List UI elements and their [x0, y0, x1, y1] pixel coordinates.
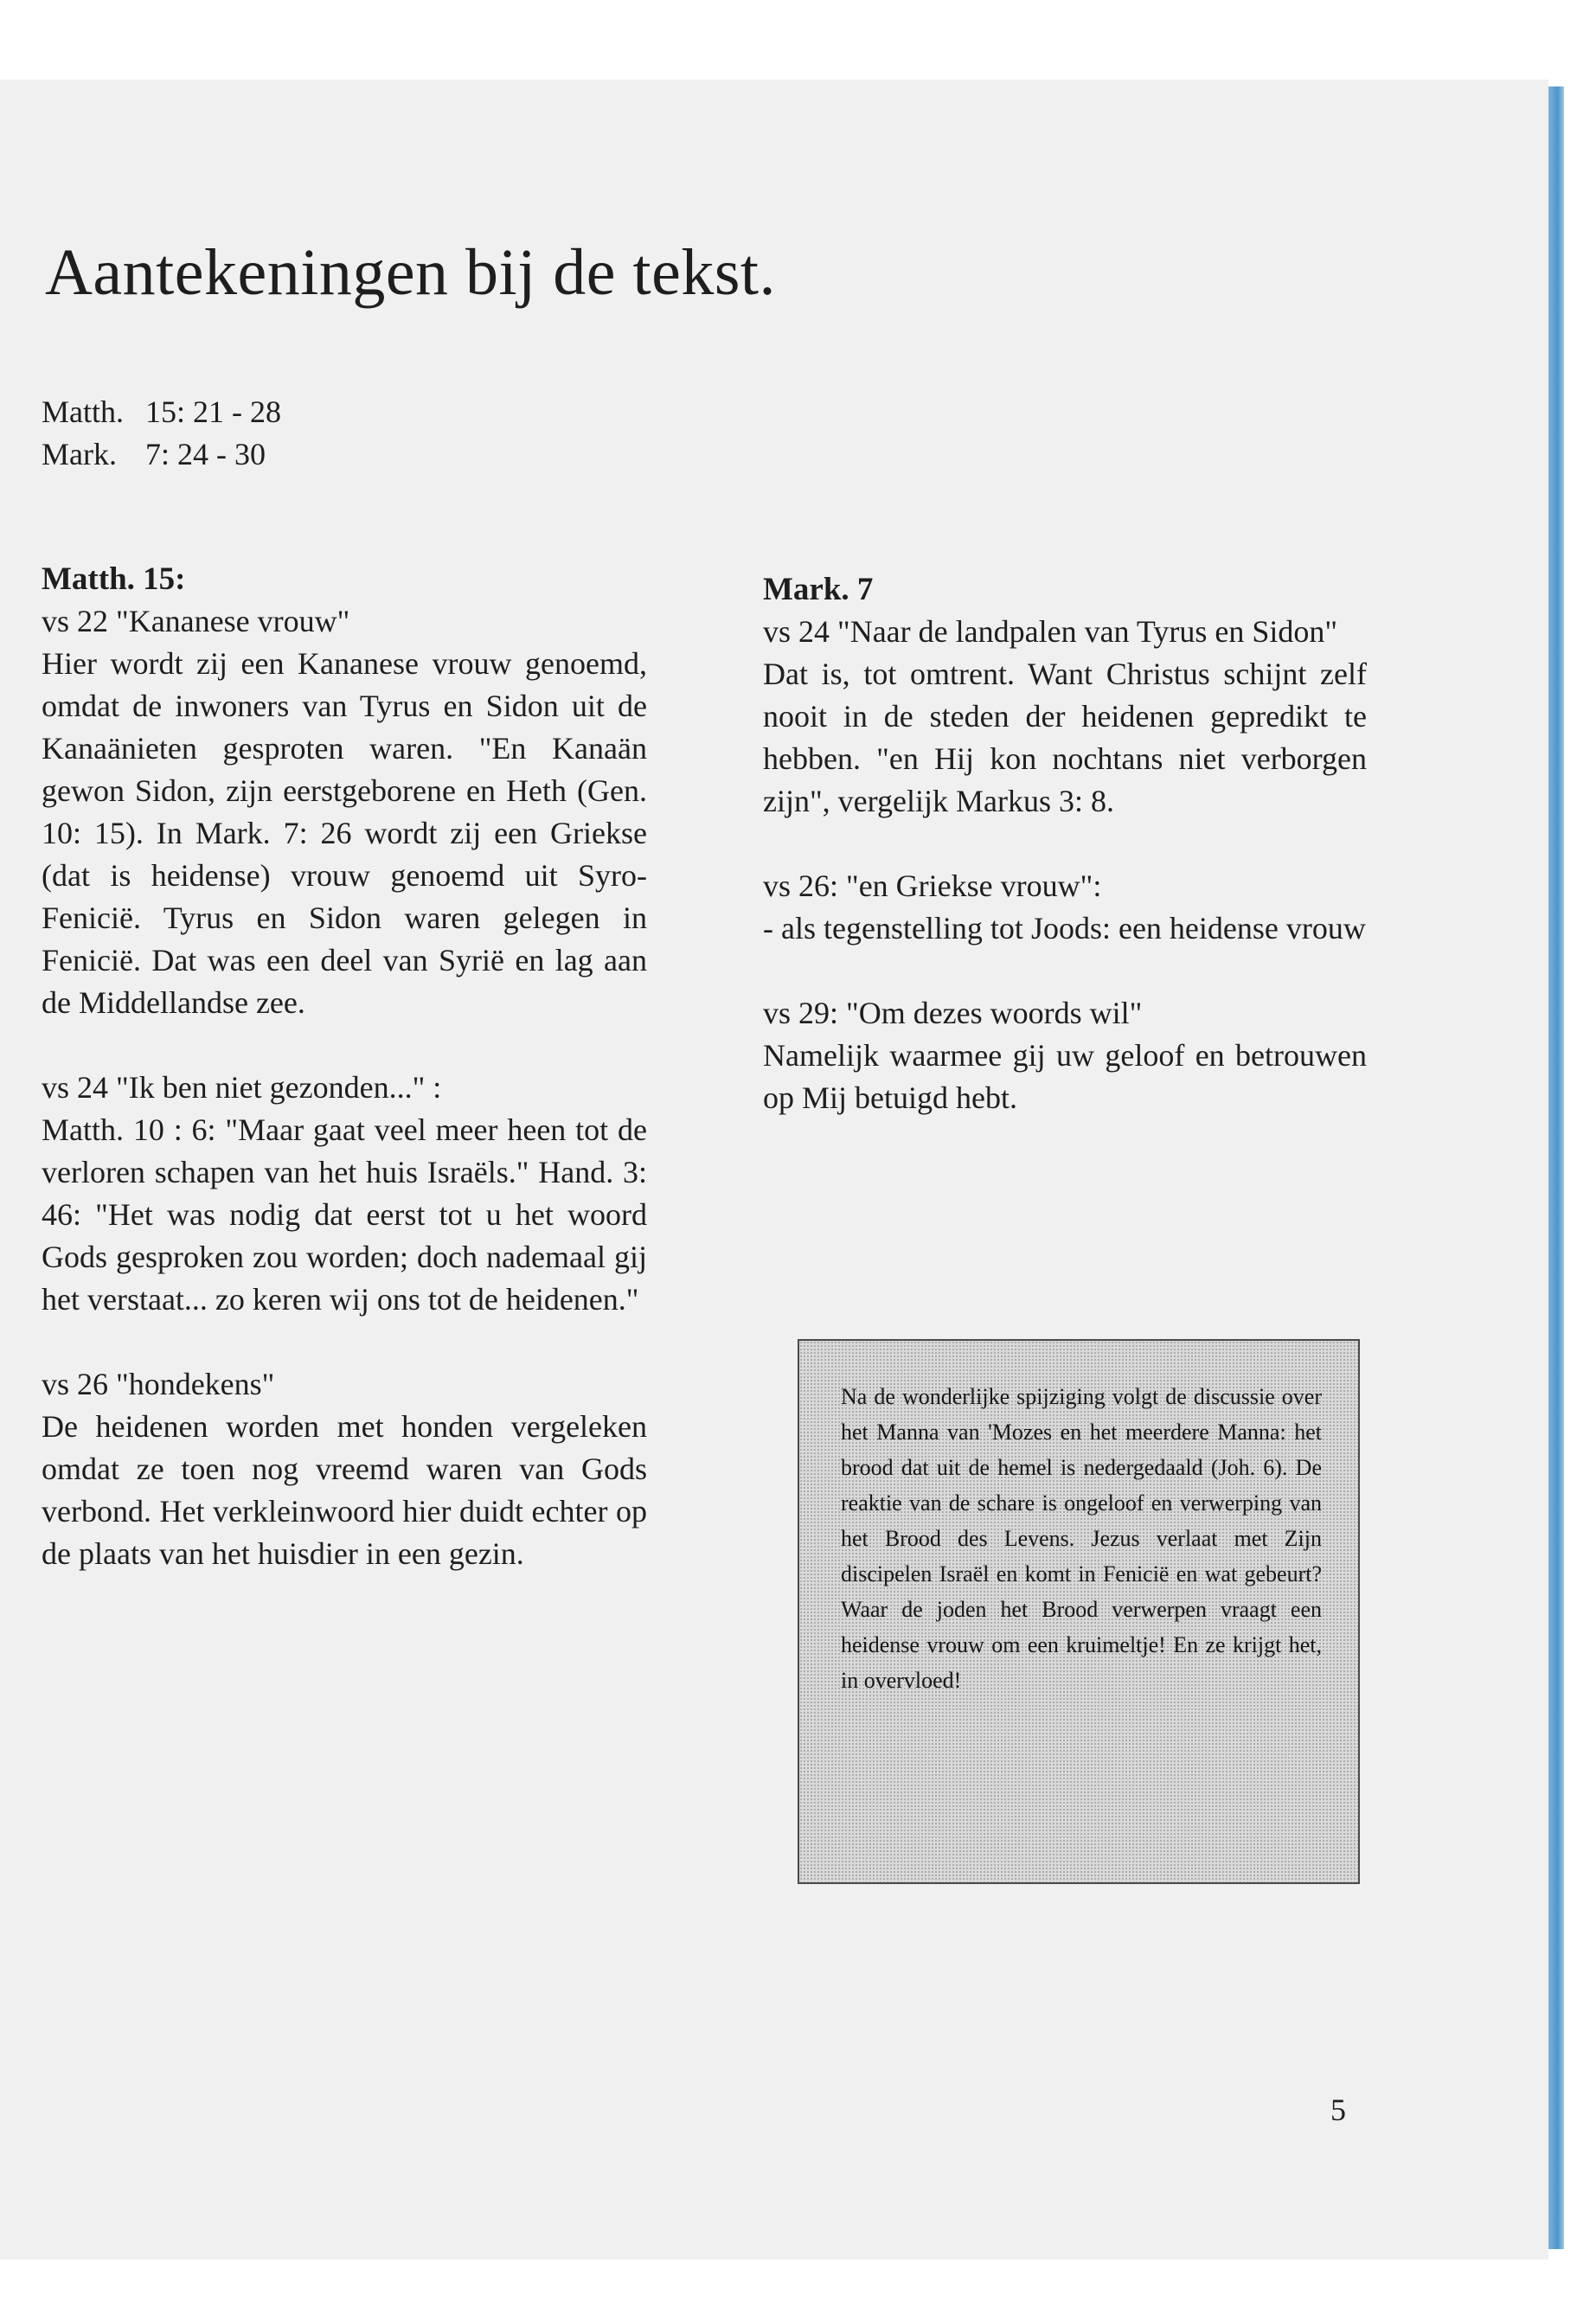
reference-line: [42, 433, 281, 476]
highlight-box: [798, 1339, 1360, 1884]
note-label: vs 24 "Naar de landpalen van Tyrus en Sidon": [763, 614, 1338, 649]
reference-verses: 7: 24 - 30: [145, 437, 266, 471]
note-body: Matth. 10 : 6: "Maar gaat veel meer heen tot de verloren schapen van het huis Israëls." Hand. 3: 46: "Het was nodig dat eerst tot u het woord Gods gesproken zou worden; doch nademaal gij het verstaat... zo keren wij ons tot de heidenen.": [42, 1112, 647, 1317]
note-label: vs 24 "Ik ben niet gezonden..." :: [42, 1070, 442, 1105]
page-edge: [1548, 87, 1564, 2249]
note-body: Namelijk waarmee gij uw geloof en betrouwen op Mij betuigd hebt.: [763, 1038, 1367, 1115]
left-column-heading: Matth. 15:: [42, 561, 186, 597]
right-column: [763, 568, 1367, 1119]
note-label: vs 26: "en Griekse vrouw":: [763, 868, 1102, 903]
note-body: Hier wordt zij een Kananese vrouw genoemd, omdat de inwoners van Tyrus en Sidon uit de Kanaänieten gesproten waren. "En Kanaän gewon Sidon, zijn eerstgeborene en Heth (Gen. 10: 15). In Mark. 7: 26 wordt zij een Griekse (dat is heidense) vrouw genoemd uit Syro-Fenicië. Tyrus en Sidon waren gelegen in Fenicië. Dat was een deel van Syrië en lag aan de Middellandse zee.: [42, 646, 647, 1020]
reference-book: Mark.: [42, 437, 117, 471]
note-label: vs 26 "hondekens": [42, 1367, 275, 1401]
scripture-references: [42, 391, 281, 476]
page-title: Aantekeningen bij de tekst.: [45, 236, 777, 309]
reference-verses: 15: 21 - 28: [145, 394, 281, 429]
left-column: [42, 558, 647, 1575]
note-label: vs 22 "Kananese vrouw": [42, 604, 350, 638]
note-body: Dat is, tot omtrent. Want Christus schijnt zelf nooit in de steden der heidenen gepredikt te hebben. "en Hij kon nochtans niet verborgen zijn", vergelijk Markus 3: 8.: [763, 657, 1367, 818]
note-body: - als tegenstelling tot Joods: een heidense vrouw: [763, 911, 1366, 945]
note-label: vs 29: "Om dezes woords wil": [763, 996, 1143, 1030]
right-column-heading: Mark. 7: [763, 572, 874, 607]
reference-line: [42, 391, 281, 433]
page-number: 5: [1330, 2093, 1346, 2127]
note-body: De heidenen worden met honden vergeleken omdat ze toen nog vreemd waren van Gods verbond. Het verkleinwoord hier duidt echter op de plaats van het huisdier in een gezin.: [42, 1409, 647, 1571]
reference-book: Matth.: [42, 394, 124, 429]
highlight-box-text: Na de wonderlijke spijziging volgt de discussie over het Manna van 'Mozes en het meerdere Manna: het brood dat uit de hemel is nedergedaald (Joh. 6). De reaktie van de schare is ongeloof en verwerping van het Brood des Levens. Jezus verlaat met Zijn discipelen Israël en komt in Fenicië en wat gebeurt? Waar de joden het Brood verwerpen vraagt een heidense vrouw om een kruimeltje! En ze krijgt het, in overvloed!: [841, 1384, 1322, 1693]
